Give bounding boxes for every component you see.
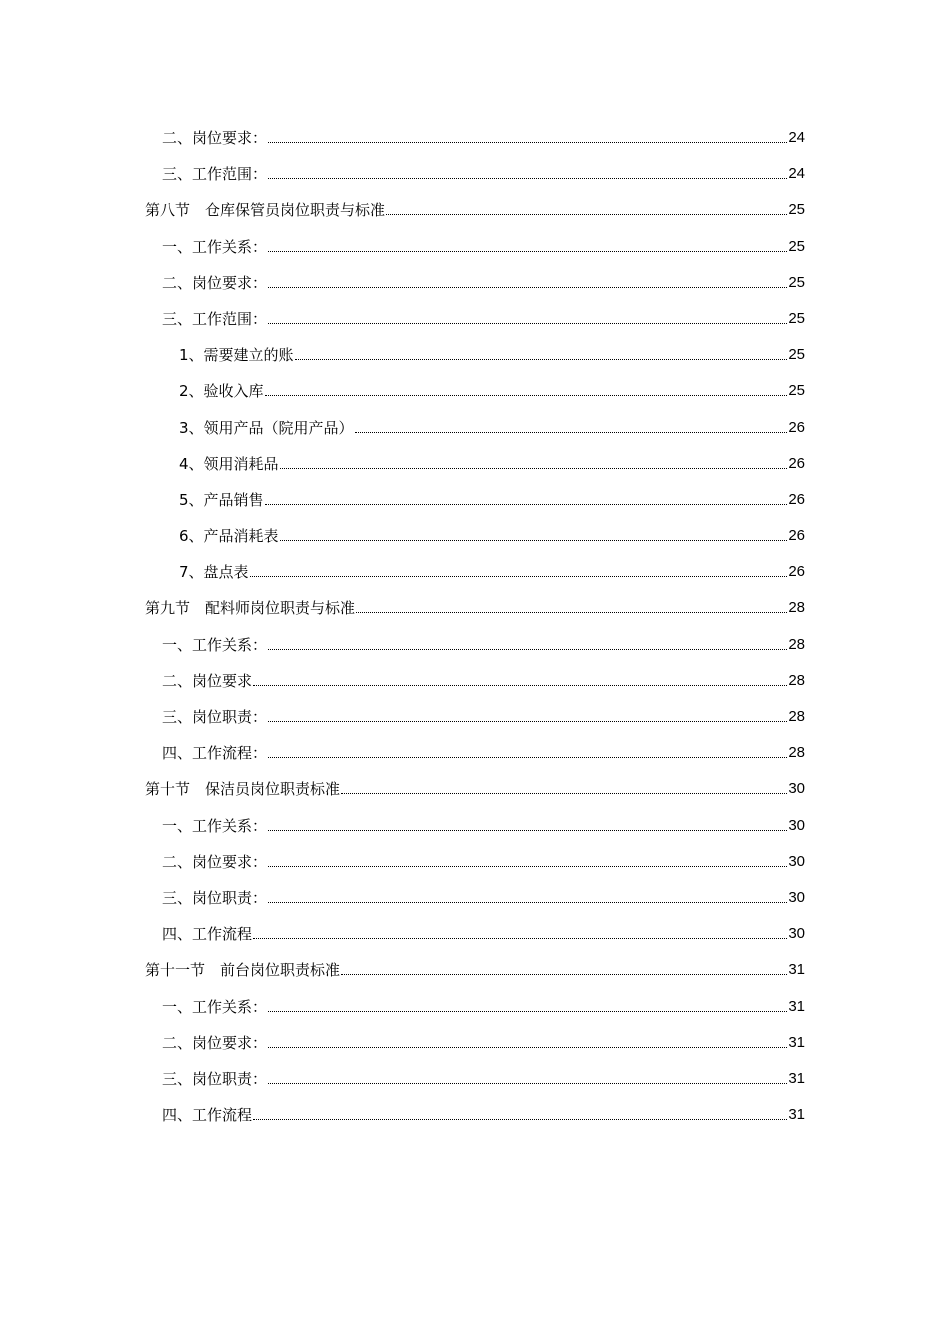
toc-item[interactable] [0, 263, 950, 299]
toc-section[interactable] [0, 769, 950, 805]
toc-item-label: 四、工作流程 [162, 925, 253, 944]
toc-item[interactable] [0, 661, 950, 697]
toc-subitem-label: 6、产品消耗表 [179, 527, 279, 546]
dot-leader [268, 721, 787, 722]
toc-item[interactable] [0, 1059, 950, 1095]
dot-leader [268, 287, 787, 288]
toc-subitem-label: 2、验收入库 [179, 382, 264, 401]
toc-item-label: 一、工作关系： [162, 635, 268, 654]
dot-leader [265, 504, 788, 505]
toc-item-label: 二、岗位要求： [162, 1033, 268, 1052]
toc-section[interactable] [0, 588, 950, 624]
toc-section[interactable] [0, 190, 950, 226]
toc-item-page: 31 [788, 1069, 805, 1087]
toc-section-label: 第十节 保洁员岗位职责标准 [145, 780, 341, 799]
toc-section-page: 25 [788, 201, 805, 219]
dot-leader [386, 214, 787, 215]
toc-item-page: 28 [788, 635, 805, 653]
toc-item-page: 28 [788, 671, 805, 689]
toc-item-page: 25 [788, 237, 805, 255]
toc-item-label: 二、岗位要求： [162, 129, 268, 147]
toc-subitem-page: 26 [788, 454, 805, 472]
toc-item-label: 一、工作关系： [162, 816, 268, 835]
toc-subitem-page: 26 [788, 563, 805, 581]
toc-item-label: 二、岗位要求： [162, 273, 268, 292]
dot-leader [268, 757, 787, 758]
toc-section[interactable] [0, 950, 950, 986]
toc-item[interactable] [0, 806, 950, 842]
toc-section-label: 第十一节 前台岗位职责标准 [145, 961, 341, 980]
dot-leader [268, 1047, 787, 1048]
toc-item-page: 24 [788, 129, 805, 146]
toc-section-label: 第八节 仓库保管员岗位职责与标准 [145, 201, 386, 220]
toc-item-page: 25 [788, 273, 805, 291]
toc-item[interactable] [0, 227, 950, 263]
dot-leader [268, 178, 787, 179]
toc-item-page: 31 [788, 997, 805, 1015]
toc-item[interactable] [0, 733, 950, 769]
toc-section-page: 28 [788, 599, 805, 617]
toc-subitem[interactable] [0, 335, 950, 371]
toc-item[interactable] [0, 1095, 950, 1131]
toc-item-label: 三、岗位职责： [162, 1069, 268, 1088]
toc-item-label: 三、岗位职责： [162, 708, 268, 726]
dot-leader [268, 649, 787, 650]
toc-item-page: 31 [788, 1106, 805, 1124]
toc-subitem-page: 25 [788, 382, 805, 400]
dot-leader [268, 830, 787, 831]
toc-item-label: 一、工作关系： [162, 237, 268, 256]
dot-leader [253, 1119, 787, 1120]
toc-item[interactable] [0, 842, 950, 878]
dot-leader [356, 612, 787, 613]
dot-leader [268, 323, 787, 324]
toc-subitem-page: 26 [788, 527, 805, 545]
toc-section-label: 第九节 配料师岗位职责与标准 [145, 599, 356, 618]
toc-subitem[interactable] [0, 371, 950, 407]
toc-subitem-page: 26 [788, 490, 805, 508]
toc-item-label: 三、工作范围： [162, 165, 268, 184]
toc-item-label: 二、岗位要求： [162, 852, 268, 871]
toc-item-page: 30 [788, 816, 805, 834]
toc-item-label: 三、工作范围： [162, 309, 268, 328]
dot-leader [341, 793, 787, 794]
dot-leader [341, 974, 787, 975]
dot-leader [253, 938, 787, 939]
toc-subitem-label: 7、盘点表 [179, 563, 249, 582]
toc-item[interactable] [0, 1023, 950, 1059]
toc-item[interactable] [0, 625, 950, 661]
toc-subitem[interactable] [0, 516, 950, 552]
toc-item[interactable] [0, 154, 950, 190]
toc-item[interactable] [0, 697, 950, 733]
toc-item-label: 四、工作流程 [162, 1106, 253, 1125]
toc-item-page: 28 [788, 744, 805, 762]
dot-leader [295, 359, 788, 360]
toc-subitem-label: 1、需要建立的账 [179, 346, 294, 365]
toc-item[interactable] [0, 914, 950, 950]
toc-item-label: 三、岗位职责： [162, 888, 268, 907]
toc-item-page: 28 [788, 708, 805, 725]
toc-subitem-page: 26 [788, 418, 805, 436]
dot-leader [265, 395, 788, 396]
dot-leader [268, 1083, 787, 1084]
toc-item[interactable] [0, 299, 950, 335]
toc-item-page: 30 [788, 852, 805, 870]
toc-item[interactable] [0, 987, 950, 1023]
toc-item-page: 24 [788, 165, 805, 183]
dot-leader [253, 685, 787, 686]
toc-item-label: 一、工作关系： [162, 997, 268, 1016]
toc-section-page: 31 [788, 961, 805, 979]
toc-subitem[interactable] [0, 480, 950, 516]
toc-subitem-label: 4、领用消耗品 [179, 454, 279, 473]
toc-subitem-label: 3、领用产品（院用产品） [179, 418, 354, 437]
dot-leader [268, 1011, 787, 1012]
toc-item-page: 31 [788, 1033, 805, 1051]
toc-item[interactable] [0, 878, 950, 914]
dot-leader [268, 866, 787, 867]
dot-leader [355, 432, 788, 433]
dot-leader [268, 251, 787, 252]
toc-section-page: 30 [788, 780, 805, 798]
toc-item[interactable] [0, 118, 950, 154]
toc-item-label: 二、岗位要求 [162, 671, 253, 690]
dot-leader [268, 142, 787, 143]
toc-subitem[interactable] [0, 552, 950, 588]
dot-leader [280, 540, 788, 541]
toc-item-page: 30 [788, 888, 805, 906]
dot-leader [280, 468, 788, 469]
toc-subitem-label: 5、产品销售 [179, 490, 264, 509]
dot-leader [250, 576, 788, 577]
toc-subitem-page: 25 [788, 346, 805, 364]
dot-leader [268, 902, 787, 903]
toc-item-label: 四、工作流程： [162, 744, 268, 763]
toc-item-page: 30 [788, 925, 805, 943]
toc-item-page: 25 [788, 309, 805, 327]
table-of-contents [0, 118, 950, 1131]
toc-subitem[interactable] [0, 444, 950, 480]
toc-subitem[interactable] [0, 408, 950, 444]
